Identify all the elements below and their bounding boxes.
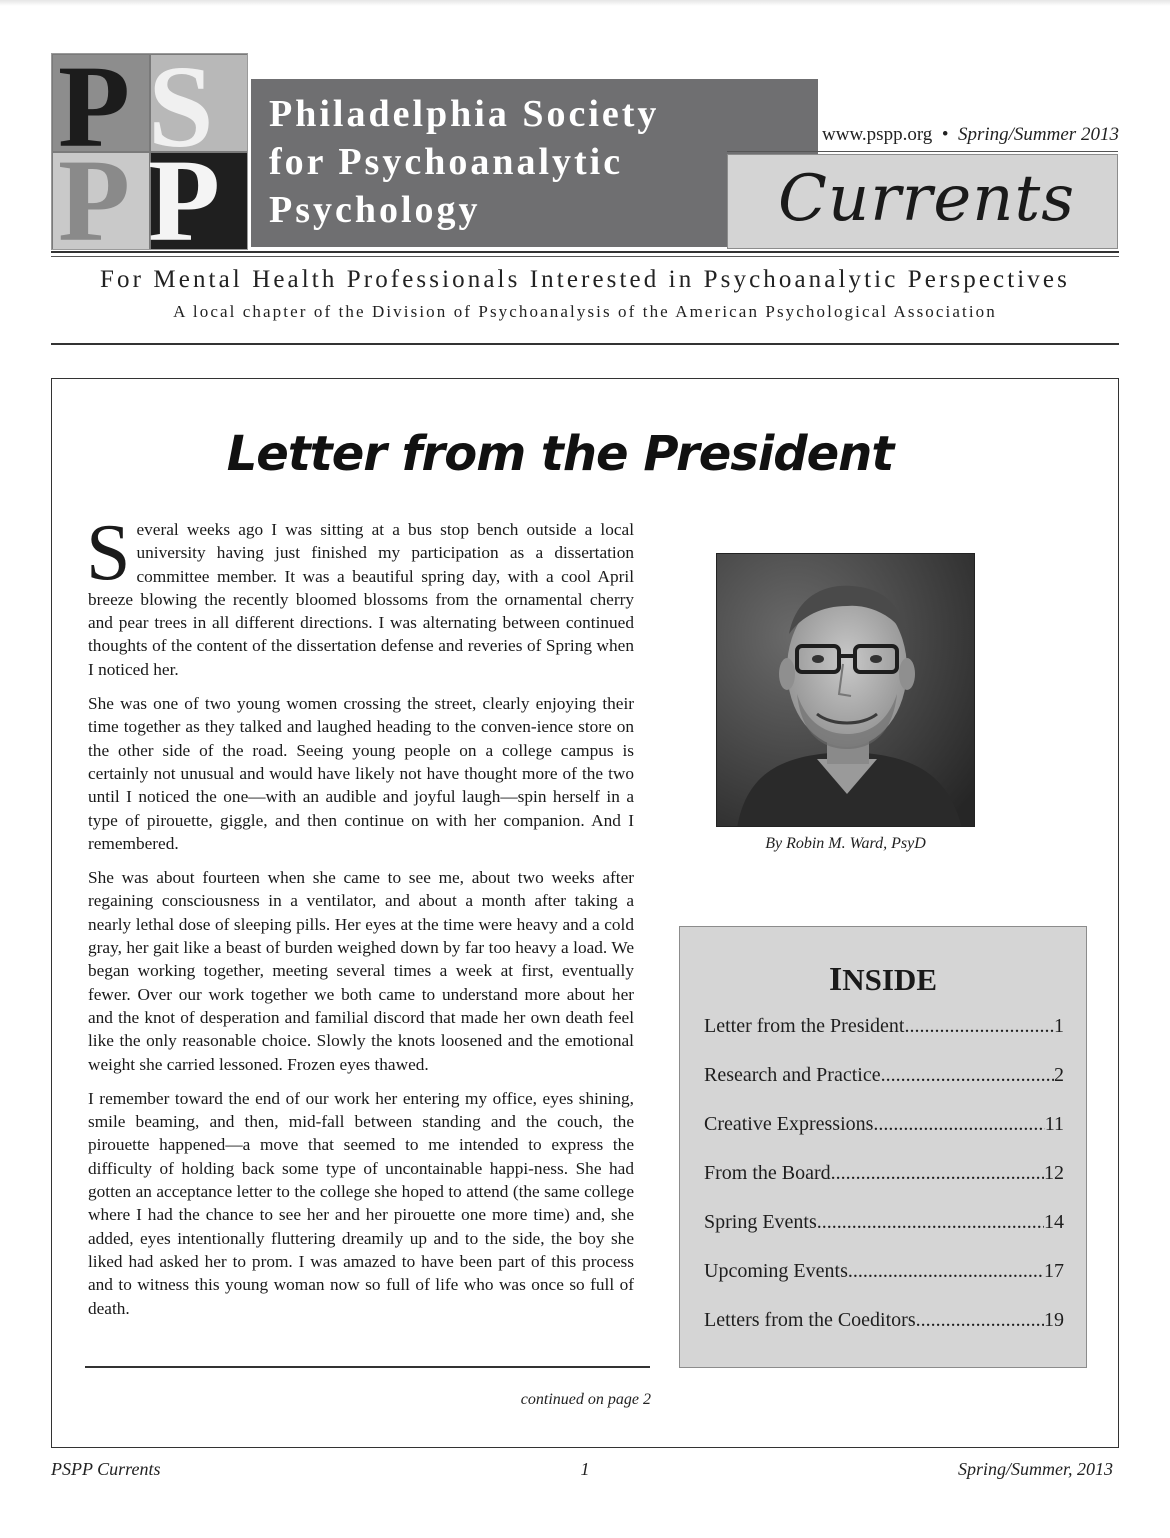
toc-item-page: 14 [1044, 1211, 1064, 1233]
drop-cap: S [86, 509, 131, 597]
toc-item-label: Research and Practice [704, 1064, 881, 1086]
toc-item-page: 12 [1044, 1162, 1064, 1184]
org-name-line-2: for Psychoanalytic [269, 141, 624, 183]
article-paragraph: I remember toward the end of our work her entering my office, eyes shining, smile beaming, and then, mid-fall between standing and the couch, the pirouette happened—a move that seemed to me intended to express the difficulty of holding back some type of uncontainable happi-ness. She had gotten an acceptance letter to the college she hoped to attend (the same college where I had the chance to see her and her pirouette one more time) and, she added, eyes intentionally fluttering dreamily up and to the side, the boy she liked had asked her to prom. I was amazed to have been part of this process and to witness this young woman now so full of life who was once so full of death. [88, 1088, 634, 1318]
subtagline: A local chapter of the Division of Psychoanalysis of the American Psychological Association [173, 302, 997, 321]
toc-item-label: From the Board [704, 1162, 831, 1184]
separator-dot: • [941, 124, 949, 145]
newsletter-name-box [727, 154, 1118, 249]
article-paragraph: She was one of two young women crossing the street, clearly enjoying their time together as they talked and laughed heading to the conven-ience store on the other side of the road. Seeing young people on a college campus is certainly not unusual and would have likely not have thought more of the two until I noticed the one—with an audible and joyful laugh—spin herself in a type of pirouette, giggle, and then continue on with her companion. And I remembered. [88, 694, 634, 853]
toc-item[interactable] [704, 1260, 1064, 1309]
portrait-illustration [717, 554, 975, 827]
article-body [86, 509, 634, 1331]
inside-toc-box [679, 926, 1087, 1368]
logo-letter: P [58, 53, 131, 172]
toc-item-label: Letters from the Coeditors [704, 1309, 916, 1331]
org-name-line-1: Philadelphia Society [269, 93, 660, 135]
toc-item-label: Spring Events [704, 1211, 817, 1233]
author-photo [716, 553, 975, 827]
logo-letter: S [148, 53, 214, 172]
toc-list [704, 1015, 1064, 1358]
pspp-logo [51, 53, 248, 250]
toc-leader [831, 1162, 1044, 1185]
toc-leader [905, 1015, 1055, 1038]
article-title: Letter from the President [226, 426, 894, 482]
toc-leader [916, 1309, 1044, 1332]
newsletter-name: Currents [778, 162, 1076, 236]
inside-title-rest: NSIDE [842, 962, 937, 997]
continued-link[interactable]: continued on page 2 [520, 1391, 651, 1408]
toc-item-label: Letter from the President [704, 1015, 905, 1037]
toc-leader [873, 1113, 1044, 1136]
toc-item[interactable] [704, 1064, 1064, 1113]
toc-item[interactable] [704, 1162, 1064, 1211]
toc-item[interactable] [704, 1309, 1064, 1358]
toc-item-label: Upcoming Events [704, 1260, 848, 1282]
toc-item-page: 17 [1044, 1260, 1064, 1282]
logo-letter: P [58, 135, 131, 250]
page-top-shadow [0, 0, 1170, 6]
article-paragraph [86, 509, 634, 681]
divider [51, 256, 1119, 257]
toc-item-page: 1 [1054, 1015, 1064, 1037]
divider [727, 151, 1118, 152]
author-byline: By Robin M. Ward, PsyD [765, 835, 926, 852]
toc-item[interactable] [704, 1211, 1064, 1260]
toc-item-page: 11 [1044, 1113, 1064, 1135]
article-paragraph-text: everal weeks ago I was sitting at a bus stop bench outside a local university having just finished my participation as a dissertation committee member. It was a beautiful spring day, with a cool April breeze blowing the recently bloomed blossoms from the ornamental cherry and pear trees in all different directions. I was alternating between continued thoughts of the content of the dissertation defense and reveries of Spring when I noticed her. [88, 520, 634, 679]
article-paragraph: She was about fourteen when she came to see me, about two weeks after regaining consciousness in a ventilator, and about a month after taking a nearly lethal dose of sleeping pills. Her eyes at the time were heavy and a cold gray, her gait like a beast of burden weighed down by far too heavy a load. We began working together, meeting several times a week at first, eventually fewer. Over our work together we both came to understand more about her and the knot of desperation and familial discord that made her own death feel like the only reasonable choice. Slowly the knots loosened and the emotional weight she carried lessoned. Frozen eyes thawed. [88, 868, 634, 1074]
divider [51, 343, 1119, 345]
issue-info [822, 124, 1119, 146]
toc-item[interactable] [704, 1113, 1064, 1162]
toc-leader [817, 1211, 1044, 1234]
inside-title [680, 961, 1086, 999]
toc-item-page: 19 [1044, 1309, 1064, 1331]
logo-letter: P [148, 135, 221, 250]
issue-season: Spring/Summer 2013 [957, 124, 1119, 145]
footer-publication: PSPP Currents [51, 1459, 161, 1479]
toc-leader [881, 1064, 1054, 1087]
divider [51, 251, 1119, 253]
footer-page-number: 1 [580, 1459, 590, 1479]
org-name-line-3: Psychology [269, 189, 481, 231]
toc-item[interactable] [704, 1015, 1064, 1064]
toc-item-page: 2 [1054, 1064, 1064, 1086]
inside-title-initial: I [829, 961, 843, 998]
website-link[interactable]: www.pspp.org [822, 124, 933, 145]
divider [85, 1366, 650, 1368]
tagline: For Mental Health Professionals Interested in Psychoanalytic Perspectives [100, 266, 1070, 293]
toc-item-label: Creative Expressions [704, 1113, 874, 1135]
footer-issue: Spring/Summer, 2013 [957, 1459, 1113, 1479]
toc-leader [848, 1260, 1044, 1283]
